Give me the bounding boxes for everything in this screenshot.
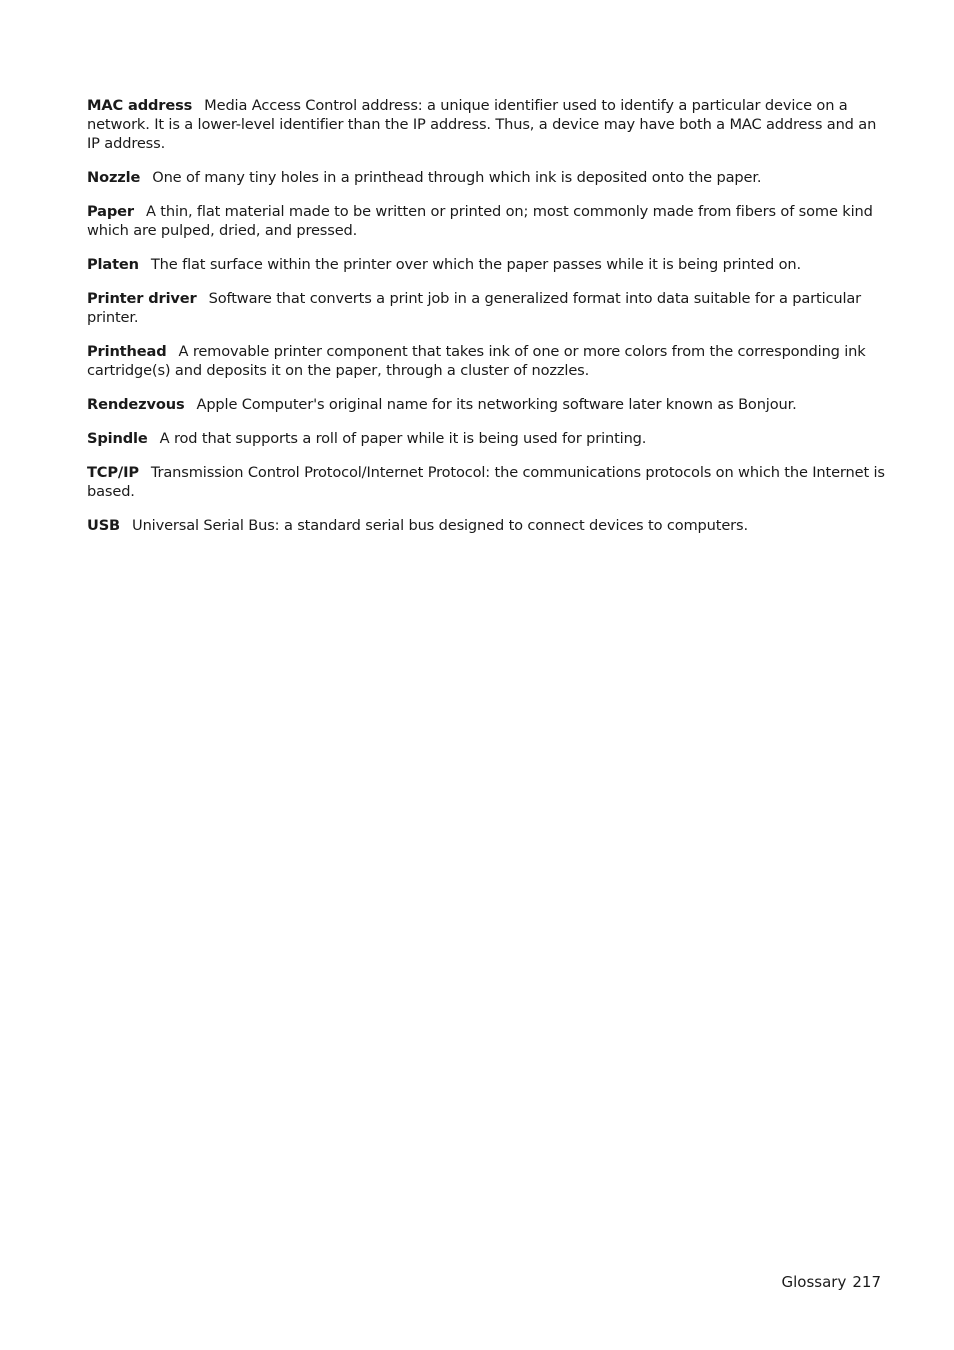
glossary-term: Platen — [87, 256, 139, 273]
glossary-definition: A thin, flat material made to be written or printed on; most commonly made from fibers of some kind which are pulped, dried, and pressed. — [87, 203, 873, 239]
glossary-entry-usb — [87, 516, 887, 535]
glossary-term: Printhead — [87, 343, 167, 360]
footer-section-label: Glossary — [781, 1273, 847, 1291]
glossary-list — [87, 96, 887, 550]
glossary-term: Printer driver — [87, 290, 197, 307]
glossary-term: USB — [87, 517, 121, 534]
glossary-term: Paper — [87, 203, 134, 220]
glossary-definition: Universal Serial Bus: a standard serial bus designed to connect devices to computers. — [132, 517, 748, 534]
glossary-definition: Software that converts a print job in a generalized format into data suitable for a particular printer. — [87, 290, 861, 326]
glossary-entry-tcp-ip — [87, 463, 887, 501]
glossary-entry-platen — [87, 255, 887, 274]
glossary-entry-paper — [87, 202, 887, 240]
glossary-definition: The flat surface within the printer over which the paper passes while it is being printed on. — [150, 256, 801, 273]
glossary-entry-mac-address — [87, 96, 887, 153]
glossary-definition: Media Access Control address: a unique identifier used to identify a particular device on a network. It is a lower-level identifier than the IP address. Thus, a device may have both a MAC address and an IP address. — [87, 97, 877, 152]
glossary-entry-printer-driver — [87, 289, 887, 327]
page-number: 217 — [852, 1273, 881, 1291]
glossary-term: Nozzle — [87, 169, 141, 186]
glossary-term: MAC address — [87, 97, 193, 114]
glossary-entry-printhead — [87, 342, 887, 380]
glossary-term: Rendezvous — [87, 396, 185, 413]
glossary-definition: Apple Computer's original name for its networking software later known as Bonjour. — [196, 396, 797, 413]
glossary-definition: One of many tiny holes in a printhead through which ink is deposited onto the paper. — [152, 169, 762, 186]
glossary-entry-rendezvous — [87, 395, 887, 414]
glossary-definition: Transmission Control Protocol/Internet Protocol: the communications protocols on which the Internet is based. — [87, 464, 885, 500]
glossary-definition: A removable printer component that takes ink of one or more colors from the corresponding ink cartridge(s) and deposits it on the paper, through a cluster of nozzles. — [87, 343, 866, 379]
glossary-term: TCP/IP — [87, 464, 139, 481]
glossary-entry-nozzle — [87, 168, 887, 187]
glossary-entry-spindle — [87, 429, 887, 448]
glossary-definition: A rod that supports a roll of paper while it is being used for printing. — [159, 430, 647, 447]
glossary-term: Spindle — [87, 430, 148, 447]
page-footer — [782, 1272, 881, 1292]
